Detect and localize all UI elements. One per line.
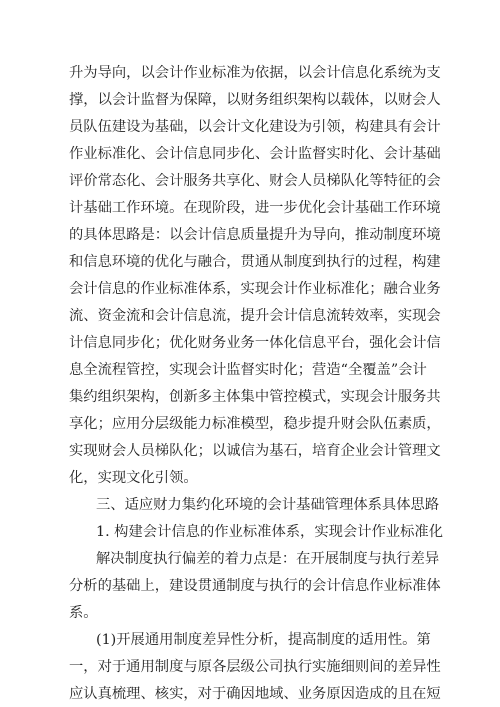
paragraph-line: 解决制度执行偏差的着力点是：在开展制度与执行差异 <box>96 551 440 567</box>
paragraph-line: 应认真梳理、核实，对于确因地域、业务原因造成的且在短 <box>69 686 441 702</box>
section-heading: 三、适应财力集约化环境的会计基础管理体系具体思路 <box>96 497 440 513</box>
paragraph-line: 计信息同步化；优化财务业务一体化信息平台，强化会计信 <box>69 335 441 351</box>
paragraph-line: (1)开展通用制度差异性分析，提高制度的适用性。第 <box>96 632 431 648</box>
paragraph-line: 息全流程管控，实现会计监督实时化；营造“全覆盖”会计 <box>69 362 427 378</box>
subsection-heading: 1. 构建会计信息的作业标准体系，实现会计作业标准化 <box>96 524 444 540</box>
paragraph-line: 员队伍建设为基础，以会计文化建设为引领，构建具有会计 <box>69 119 441 135</box>
paragraph-line: 实现财会人员梯队化；以诚信为基石，培育企业会计管理文 <box>69 443 441 459</box>
paragraph-line: 一，对于通用制度与原各层级公司执行实施细则间的差异性 <box>69 659 441 675</box>
paragraph-line: 集约组织架构，创新多主体集中管控模式，实现会计服务共 <box>69 389 441 405</box>
paragraph-line: 评价常态化、会计服务共享化、财会人员梯队化等特征的会 <box>69 173 441 189</box>
paragraph-line: 化，实现文化引领。 <box>69 470 198 486</box>
paragraph-line: 的具体思路是：以会计信息质量提升为导向，推动制度环境 <box>69 227 441 243</box>
paragraph-line: 撑，以会计监督为保障，以财务组织架构以载体，以财会人 <box>69 92 441 108</box>
paragraph-line: 升为导向，以会计作业标准为依据，以会计信息化系统为支 <box>69 65 441 81</box>
paragraph-line: 作业标准化、会计信息同步化、会计监督实时化、会计基础 <box>69 146 441 162</box>
paragraph-line: 流、资金流和会计信息流，提升会计信息流转效率，实现会 <box>69 308 441 324</box>
paragraph-line: 会计信息的作业标准体系，实现会计作业标准化；融合业务 <box>69 281 441 297</box>
paragraph-line: 系。 <box>69 605 98 621</box>
paragraph-line: 和信息环境的优化与融合，贯通从制度到执行的过程，构建 <box>69 254 441 270</box>
paragraph-line: 享化；应用分层级能力标准模型，稳步提升财会队伍素质， <box>69 416 441 432</box>
paragraph-line: 计基础工作环境。在现阶段，进一步优化会计基础工作环境 <box>69 200 441 216</box>
paragraph-line: 分析的基础上，建设贯通制度与执行的会计信息作业标准体 <box>69 578 441 594</box>
